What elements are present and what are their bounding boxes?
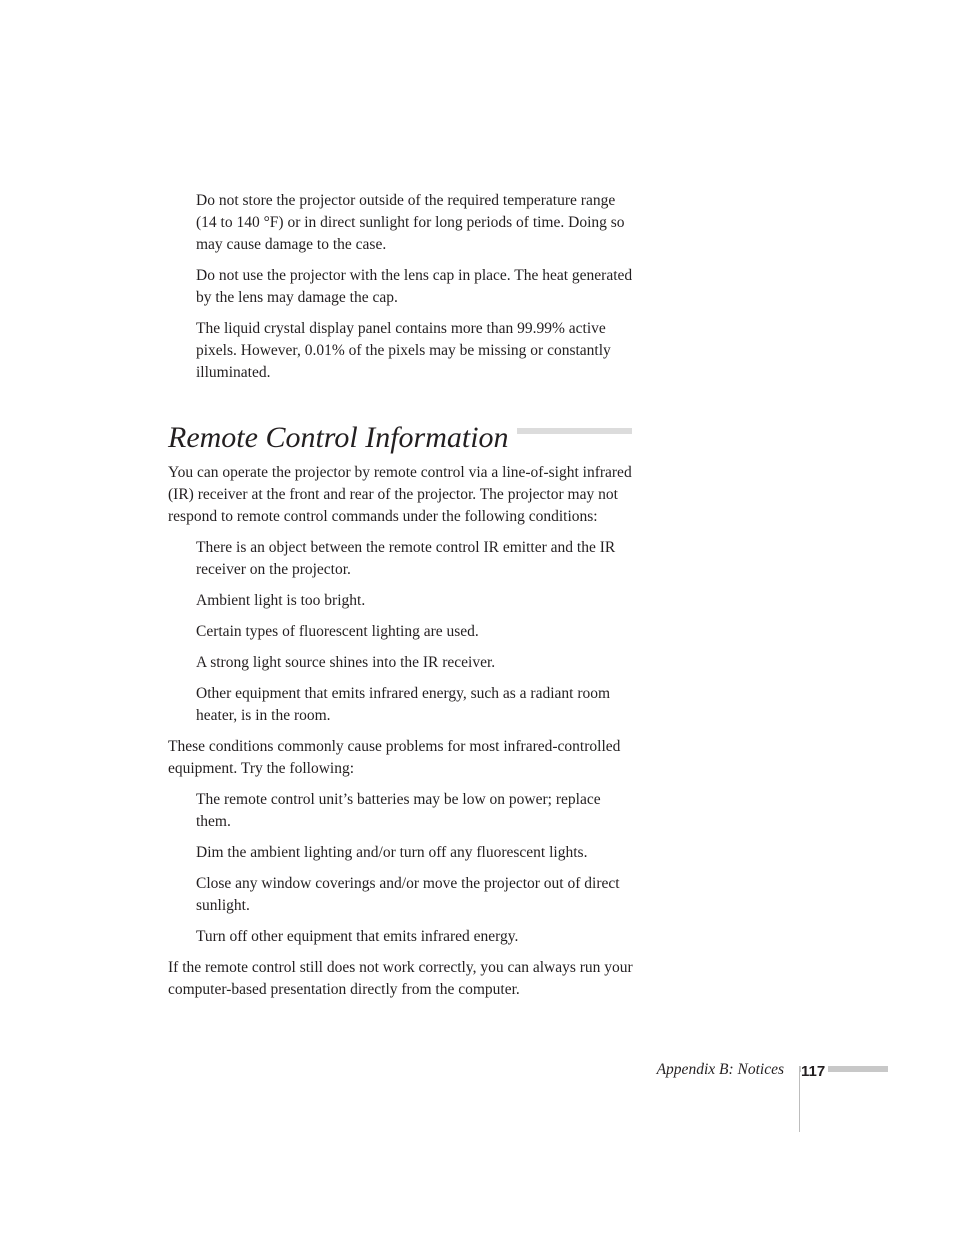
bullet-lcd-pixels: The liquid crystal display panel contains more than 99.99% active pixels. However, 0.01% of the pixels may be missing or constantly illuminated. <box>196 320 611 381</box>
footer-section-label: Appendix B: Notices <box>656 1061 784 1078</box>
condition-item: Other equipment that emits infrared energy, such as a radiant room heater, is in the room. <box>196 685 611 724</box>
remote-control-section <box>168 418 638 1010</box>
bullet-storage-temperature: Do not store the projector outside of the required temperature range (14 to 140 °F) or in direct sunlight for long periods of time. Doing so may cause damage to the case. <box>196 192 625 253</box>
condition-item: There is an object between the remote control IR emitter and the IR receiver on the projector. <box>196 539 616 578</box>
bullet-lens-cap: Do not use the projector with the lens cap in place. The heat generated by the lens may damage the cap. <box>196 267 633 306</box>
remedy-item: Turn off other equipment that emits infrared energy. <box>196 928 519 945</box>
condition-item: Certain types of fluorescent lighting are used. <box>196 623 479 640</box>
closing-paragraph: If the remote control still does not work correctly, you can always run your computer-based presentation directly from the computer. <box>168 959 633 998</box>
page-footer <box>0 1060 954 1140</box>
section-heading-wrap <box>168 418 638 462</box>
footer-divider <box>799 1066 800 1132</box>
section-heading: Remote Control Information <box>168 418 517 458</box>
top-bullet-list <box>196 190 636 393</box>
remedy-item: The remote control unit’s batteries may be low on power; replace them. <box>196 791 601 830</box>
remedy-item: Dim the ambient lighting and/or turn off any fluorescent lights. <box>196 844 588 861</box>
remedy-item: Close any window coverings and/or move the projector out of direct sunlight. <box>196 875 620 914</box>
middle-paragraph: These conditions commonly cause problems for most infrared-controlled equipment. Try the following: <box>168 738 621 777</box>
remedies-list <box>168 789 638 948</box>
page-number: 117 <box>801 1062 828 1082</box>
condition-item: Ambient light is too bright. <box>196 592 366 609</box>
conditions-list <box>168 537 638 727</box>
condition-item: A strong light source shines into the IR receiver. <box>196 654 496 671</box>
intro-paragraph: You can operate the projector by remote control via a line-of-sight infrared (IR) receiver at the front and rear of the projector. The projector may not respond to remote control commands under the following conditions: <box>168 464 632 525</box>
